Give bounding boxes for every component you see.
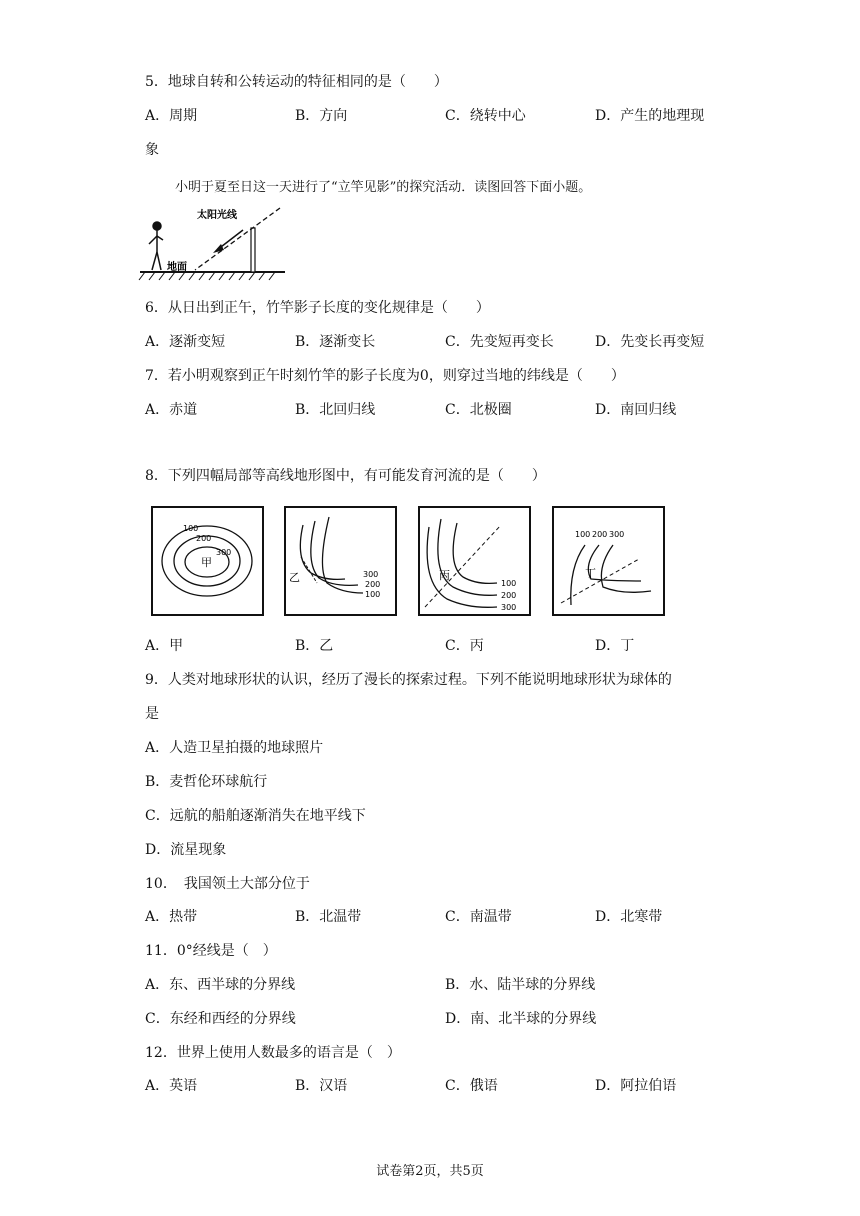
q11-option-a: A．东、西半球的分界线 bbox=[145, 977, 296, 993]
page-footer: 试卷第2页，共5页 bbox=[376, 1164, 484, 1179]
contour-map-bing bbox=[417, 505, 532, 617]
contour-map-ding bbox=[551, 505, 666, 617]
q12-option-a: A．英语 bbox=[145, 1078, 198, 1094]
q11-stem: 11．0°经线是（ ） bbox=[145, 943, 277, 959]
q8-stem: 8．下列四幅局部等高线地形图中，有可能发育河流的是（ ） bbox=[145, 468, 546, 484]
q6-7-intro: 小明于夏至日这一天进行了“立竿见影”的探究活动．读图回答下面小题。 bbox=[175, 180, 592, 195]
q6-option-d: D．先变长再变短 bbox=[595, 334, 705, 350]
q7-option-b: B．北回归线 bbox=[295, 402, 376, 418]
q7-option-c: C．北极圈 bbox=[445, 402, 512, 418]
contour-map-yi bbox=[283, 505, 398, 617]
q8-option-c: C．丙 bbox=[445, 638, 484, 654]
q11-option-c: C．东经和西经的分界线 bbox=[145, 1011, 296, 1027]
q8-option-b: B．乙 bbox=[295, 638, 334, 654]
q10-option-c: C．南温带 bbox=[445, 909, 512, 925]
q10-option-d: D．北寒带 bbox=[595, 909, 663, 925]
q5-stem: 5．地球自转和公转运动的特征相同的是（ ） bbox=[145, 74, 448, 90]
bamboo-pole bbox=[251, 228, 255, 272]
map-jia-contour-200: 200 bbox=[196, 534, 212, 543]
contour-map-jia bbox=[150, 505, 265, 617]
q8-option-d: D．丁 bbox=[595, 638, 635, 654]
q6-option-a: A．逐渐变短 bbox=[145, 334, 226, 350]
q11-option-d: D．南、北半球的分界线 bbox=[445, 1011, 597, 1027]
q5-option-d: D．产生的地理现 bbox=[595, 108, 705, 124]
sunlight-label: 太阳光线 bbox=[197, 210, 237, 221]
q7-option-d: D．南回归线 bbox=[595, 402, 677, 418]
map-bing-contour-300: 300 bbox=[501, 603, 517, 612]
map-ding-contour-200: 200 bbox=[592, 530, 608, 539]
map-jia-contour-100: 100 bbox=[183, 524, 199, 533]
q9-option-b: B．麦哲伦环球航行 bbox=[145, 774, 268, 790]
q12-option-c: C．俄语 bbox=[445, 1078, 498, 1094]
q7-option-a: A．赤道 bbox=[145, 402, 198, 418]
q10-stem: 10． 我国领土大部分位于 bbox=[145, 876, 310, 892]
q12-option-d: D．阿拉伯语 bbox=[595, 1078, 677, 1094]
q8-option-a: A．甲 bbox=[145, 638, 184, 654]
q5-option-d-wrap: 象 bbox=[145, 142, 159, 158]
q9-stem-wrap: 是 bbox=[145, 706, 159, 722]
map-jia-label: 甲 bbox=[201, 556, 212, 569]
q9-stem: 9．人类对地球形状的认识，经历了漫长的探索过程。下列不能说明地球形状为球体的 bbox=[145, 672, 672, 688]
map-yi-contour-100: 100 bbox=[365, 590, 381, 599]
person-figure bbox=[149, 222, 163, 270]
q9-option-c: C．远航的船舶逐渐消失在地平线下 bbox=[145, 808, 366, 824]
map-bing-contour-200: 200 bbox=[501, 591, 517, 600]
map-ding-contour-100: 100 bbox=[575, 530, 591, 539]
q5-option-c: C．绕转中心 bbox=[445, 108, 526, 124]
map-yi-contour-300: 300 bbox=[363, 570, 379, 579]
q6-stem: 6．从日出到正午，竹竿影子长度的变化规律是（ ） bbox=[145, 300, 490, 316]
q9-option-d: D．流星现象 bbox=[145, 842, 227, 858]
q9-option-a: A．人造卫星拍摄的地球照片 bbox=[145, 740, 324, 756]
map-yi-contour-200: 200 bbox=[365, 580, 381, 589]
q10-option-a: A．热带 bbox=[145, 909, 198, 925]
q5-option-a: A．周期 bbox=[145, 108, 198, 124]
map-yi-label: 乙 bbox=[289, 571, 300, 584]
q6-option-c: C．先变短再变长 bbox=[445, 334, 554, 350]
q5-option-b: B．方向 bbox=[295, 108, 348, 124]
sun-shadow-figure bbox=[135, 200, 295, 290]
q10-option-b: B．北温带 bbox=[295, 909, 362, 925]
q12-option-b: B．汉语 bbox=[295, 1078, 348, 1094]
ground-label: 地面 bbox=[167, 262, 187, 273]
map-bing-label: 丙 bbox=[439, 569, 450, 582]
map-ding-label: 丁 bbox=[585, 567, 596, 580]
map-jia-contour-300: 300 bbox=[216, 548, 232, 557]
q11-option-b: B．水、陆半球的分界线 bbox=[445, 977, 596, 993]
map-ding-contour-300: 300 bbox=[609, 530, 625, 539]
q7-stem: 7．若小明观察到正午时刻竹竿的影子长度为0，则穿过当地的纬线是（ ） bbox=[145, 368, 625, 384]
q6-option-b: B．逐渐变长 bbox=[295, 334, 376, 350]
map-bing-contour-100: 100 bbox=[501, 579, 517, 588]
q12-stem: 12．世界上使用人数最多的语言是（ ） bbox=[145, 1045, 401, 1061]
